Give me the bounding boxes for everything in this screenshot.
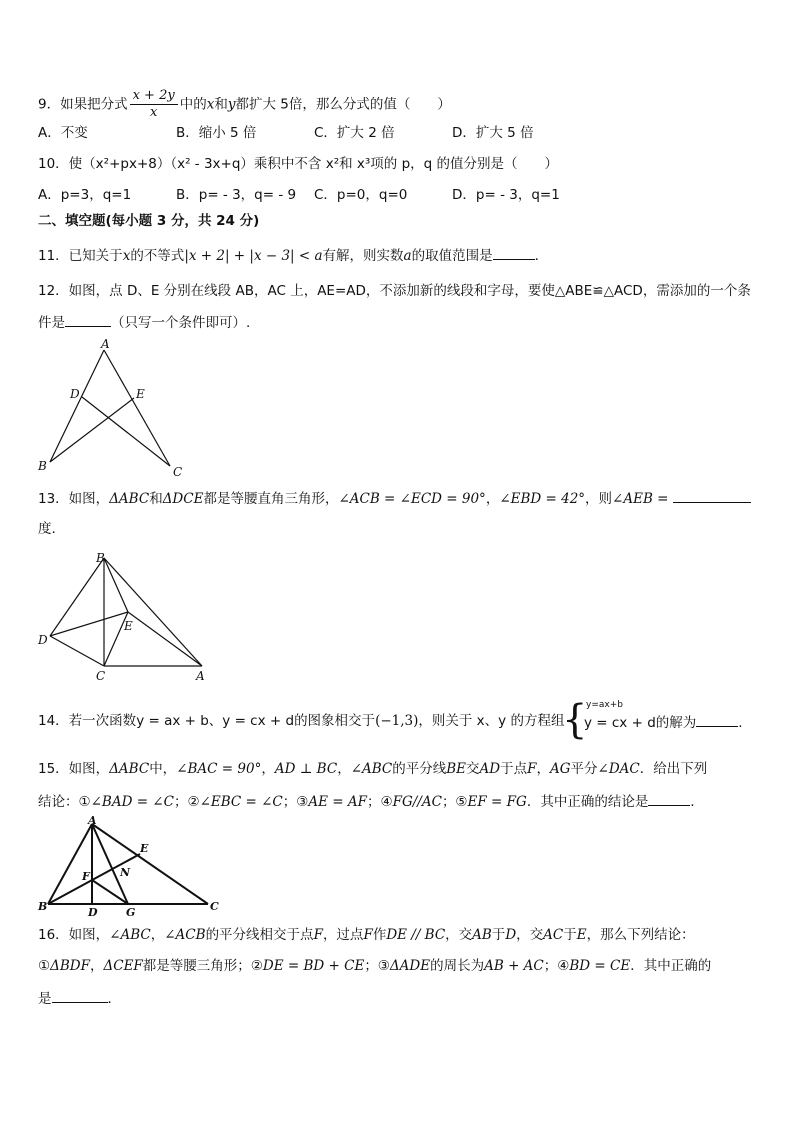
q14-answer-blank[interactable] [696,712,738,727]
q15-stem-line2: 结论：①∠BAD = ∠C；②∠EBC = ∠C；③AE = AF；④FG//AC；⑤EF = FG．其中正确的结论是 ． [38,791,704,811]
q14-system-top: y=ax+b [586,700,623,710]
q11-stem: 11．已知关于x的不等式|x + 2| + |x − 3| < a有解，则实数a的取值范围是 ． [38,245,548,265]
q12-line-be [50,398,134,462]
q15-label-c: C [210,900,219,913]
q12-label-c: C [173,465,183,479]
section-title: 二、填空题(每小题 3 分，共 24 分) [38,213,260,229]
q9-fraction: $\frac{x + 2y}{x}$ [130,88,178,121]
q13-label-a: A [196,669,205,683]
q13-line-be [104,558,128,612]
q13-figure [30,548,220,684]
q10-option-a[interactable]: A．p=3，q=1 [38,187,132,203]
q13-label-d: D [38,633,48,647]
q13-line-de [50,612,128,636]
q10-option-c[interactable]: C．p=0，q=0 [314,187,408,203]
q15-label-a: A [88,814,97,827]
q12-answer-blank[interactable] [65,312,111,327]
q15-label-g: G [126,906,136,919]
q15-label-f: F [82,870,90,883]
q13-label-e: E [124,619,133,633]
q13-stem-line1: 13．如图，ΔABC和ΔDCE都是等腰直角三角形，∠ACB = ∠ECD = 90°，∠EBD = 42°，则∠AEB = [38,488,751,508]
q12-line-ac [104,350,170,466]
q16-stem-line3: 是 ． [38,988,121,1008]
q15-label-n: N [120,866,131,879]
q12-label-d: D [70,387,80,401]
q9-option-b[interactable]: B．缩小 5 倍 [176,125,257,141]
q15-label-b: B [38,900,48,913]
q12-stem-line1: 12．如图，点 D、E 分别在线段 AB，AC 上，AE=AD，不添加新的线段和字母，要使△ABE≌△ACD，需添加的一个条 [38,283,751,299]
q12-label-e: E [136,387,145,401]
q10-option-d[interactable]: D．p= - 3，q=1 [452,187,560,203]
q13-label-b: B [96,551,105,565]
q12-figure [30,336,200,482]
q15-stem-line1: 15．如图，ΔABC中，∠BAC = 90°，AD ⊥ BC，∠ABC的平分线BE交AD于点F，AG平分∠DAC．给出下列 [38,761,708,777]
q13-stem-line2: 度. [38,521,56,537]
q14-stem: 14．若一次函数y = ax + b、y = cx + d的图象相交于(−1,3)，则关于 x、y 的方程组 [38,713,565,729]
q12-line-ab [50,350,104,462]
q15-label-d: D [88,906,98,919]
q13-line-ea [128,612,202,666]
q13-line-dc [50,636,104,666]
q9-option-a[interactable]: A．不变 [38,125,88,141]
q10-stem: 10．使（x²+px+8）（x² - 3x+q）乘积中不含 x²和 x³项的 p，q 的值分别是（ ） [38,156,559,172]
q15-answer-blank[interactable] [648,791,690,806]
q15-label-e: E [140,842,149,855]
q12-line-dc [82,397,170,466]
q13-answer-blank[interactable] [673,488,751,503]
q10-option-b[interactable]: B．p= - 3，q= - 9 [176,187,297,203]
q13-label-c: C [96,669,106,683]
q13-line-ba [104,558,202,666]
q15-figure [30,814,226,920]
q9-stem: 9．如果把分式 $\frac{x + 2y}{x}$ 中的x和y都扩大 5倍，那么分式的值（ ） [38,88,451,120]
q12-stem-line2: 件是 （只写一个条件即可）. [38,312,250,332]
q16-stem-line2: ①ΔBDF，ΔCEF都是等腰三角形；②DE = BD + CE；③ΔADE的周长为AB + AC；④BD = CE．其中正确的 [38,958,712,974]
q14-system-bottom-and-tail: y = cx + d的解为 . [584,712,743,732]
q12-label-b: B [38,459,47,473]
q16-stem-line1: 16．如图，∠ABC，∠ACB的平分线相交于点F，过点F作DE // BC，交AB于D，交AC于E，那么下列结论： [38,927,695,943]
q12-label-a: A [101,337,110,351]
q11-answer-blank[interactable] [493,245,535,260]
q14-system-brace: { [562,697,588,743]
q13-line-bd [50,558,104,636]
q9-option-d[interactable]: D．扩大 5 倍 [452,125,534,141]
q9-option-c[interactable]: C．扩大 2 倍 [314,125,395,141]
q16-answer-blank[interactable] [52,988,108,1003]
